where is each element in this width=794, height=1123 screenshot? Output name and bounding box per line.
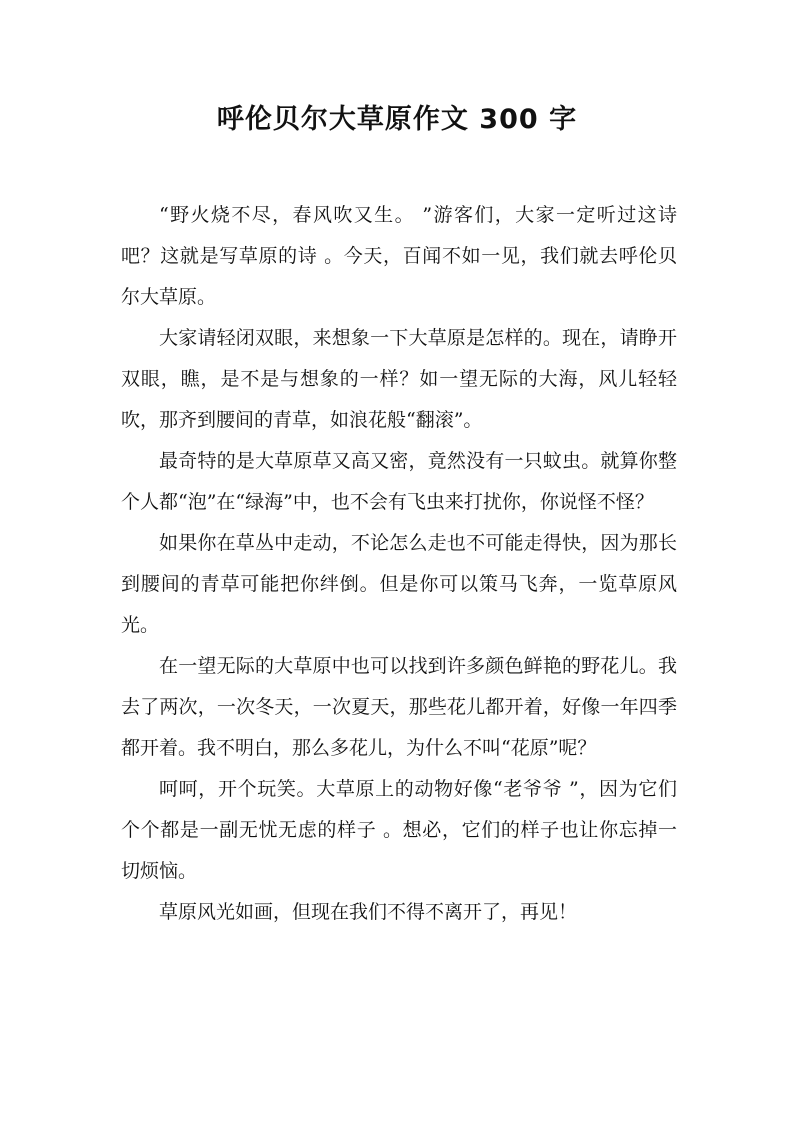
paragraph: 呵呵，开个玩笑。大草原上的动物好像“老爷爷 ”，因为它们个个都是一副无忧无虑的样子 。想必，它们的样子也让你忘掉一切烦恼。 [121, 778, 677, 882]
paragraph: 草原风光如画，但现在我们不得不离开了，再见！ [159, 901, 578, 923]
paragraph: 在一望无际的大草原中也可以找到许多颜色鲜艳的野花儿。我去了两次，一次冬天，一次夏天，那些花儿都开着，好像一年四季都开着。我不明白，那么多花儿，为什么不叫“花原”呢？ [121, 655, 677, 759]
document-body [121, 195, 677, 933]
paragraph: 如果你在草丛中走动，不论怎么走也不可能走得快，因为那长到腰间的青草可能把你绊倒。但是你可以策马飞奔，一览草原风光。 [121, 532, 677, 636]
paragraph: 大家请轻闭双眼，来想象一下大草原是怎样的。现在，请睁开双眼，瞧，是不是与想象的一样？如一望无际的大海，风儿轻轻吹，那齐到腰间的青草，如浪花般“翻滚”。 [121, 327, 677, 431]
document-title: 呼伦贝尔大草原作文 300 字 [216, 104, 578, 135]
paragraph: “野火烧不尽，春风吹又生。 ”游客们，大家一定听过这诗吧？这就是写草原的诗 。今天，百闻不如一见，我们就去呼伦贝尔大草原。 [121, 204, 677, 308]
paragraph: 最奇特的是大草原草又高又密，竟然没有一只蚊虫。就算你整个人都“泡”在“绿海”中，也不会有飞虫来打扰你，你说怪不怪？ [121, 450, 677, 513]
